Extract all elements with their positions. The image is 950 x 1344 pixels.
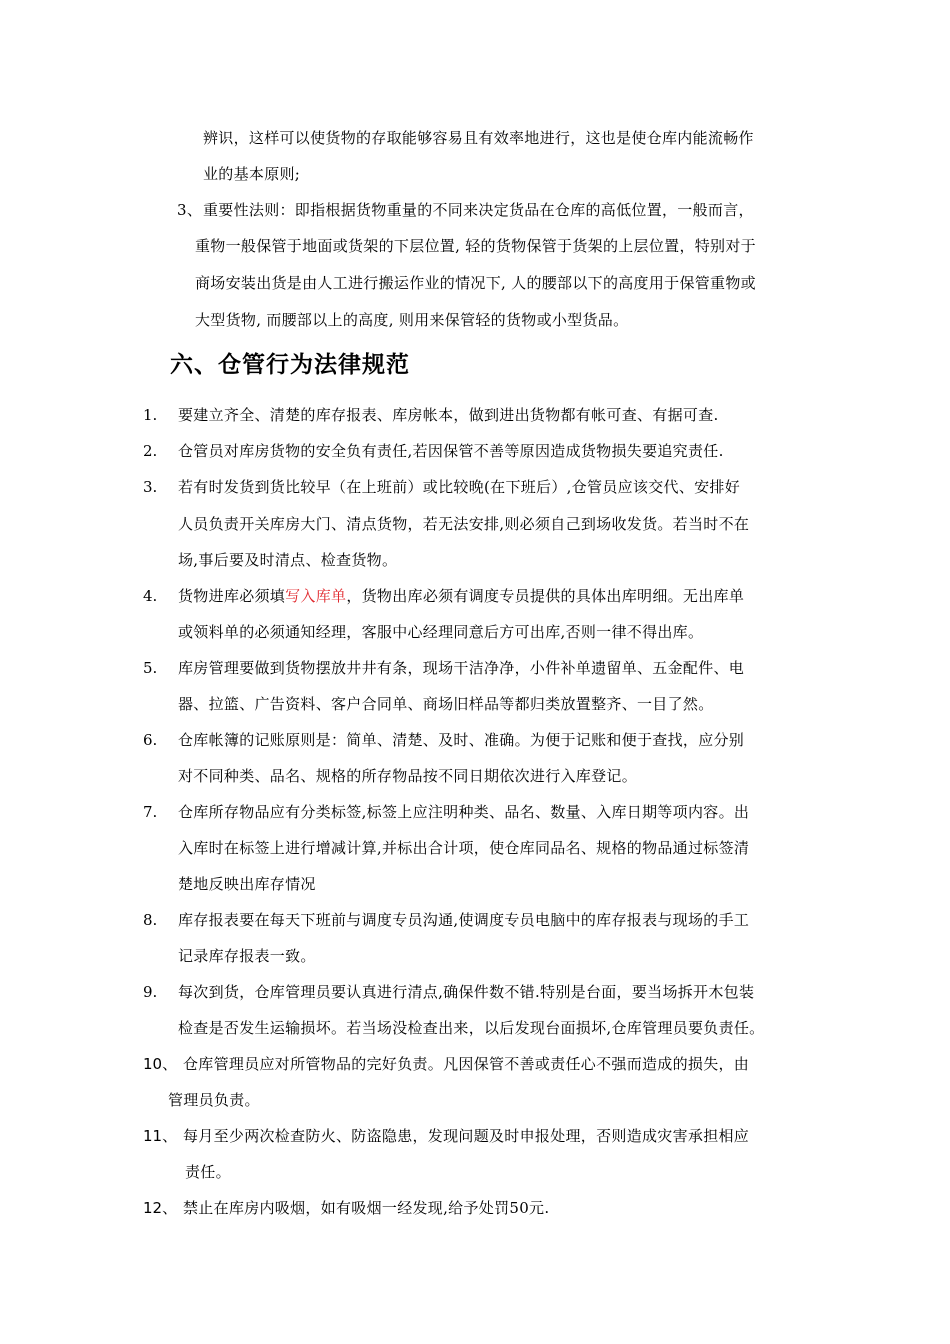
- intro-line-2: 业的基本原则;: [203, 165, 301, 183]
- item-12-line-1: 禁止在库房内吸烟，如有吸烟一经发现,给予处罚50元.: [183, 1199, 550, 1217]
- item-7-line-1: 仓库所存物品应有分类标签,标签上应注明种类、品名、数量、入库日期等项内容。出: [178, 803, 750, 821]
- item-7-number: 7.: [143, 803, 158, 821]
- item-4-highlighted-text: 写入库单: [285, 587, 347, 605]
- item-2-number: 2.: [143, 442, 158, 460]
- item-8-number: 8.: [143, 911, 158, 929]
- item-1-line-1: 要建立齐全、清楚的库存报表、库房帐本，做到进出货物都有帐可查、有据可查.: [178, 406, 719, 424]
- rule3-line-1: 重要性法则：即指根据货物重量的不同来决定货品在仓库的高低位置，一般而言，: [203, 201, 754, 219]
- item-1-number: 1.: [143, 406, 158, 424]
- rule3-line-3: 商场安装出货是由人工进行搬运作业的情况下, 人的腰部以下的高度用于保管重物或: [195, 274, 756, 292]
- section-title: 六、仓管行为法律规范: [170, 352, 410, 378]
- item-6-line-1: 仓库帐簿的记账原则是：简单、清楚、及时、准确。为便于记账和便于查找，应分别: [178, 731, 745, 749]
- item-5-number: 5.: [143, 659, 158, 677]
- item-5-line-2: 器、拉篮、广告资料、客户合同单、商场旧样品等都归类放置整齐、一目了然。: [178, 695, 714, 713]
- item-4-text-post: ，货物出库必须有调度专员提供的具体出库明细。无出库单: [346, 587, 745, 605]
- item-6-number: 6.: [143, 731, 158, 749]
- item-9-line-2: 检查是否发生运输损坏。若当场没检查出来，以后发现台面损坏,仓库管理员要负责任。: [178, 1019, 765, 1037]
- item-4-text-pre: 货物进库必须填: [178, 587, 286, 605]
- item-9-number: 9.: [143, 983, 158, 1001]
- item-7-line-3: 楚地反映出库存情况: [178, 875, 316, 893]
- item-11-line-2: 责任。: [185, 1163, 231, 1181]
- rule3-number: 3、: [177, 201, 203, 219]
- item-6-line-2: 对不同种类、品名、规格的所存物品按不同日期依次进行入库登记。: [178, 767, 638, 785]
- item-3-line-1: 若有时发货到货比较早（在上班前）或比较晚(在下班后）,仓管员应该交代、安排好: [178, 478, 741, 496]
- rule3-line-4: 大型货物, 而腰部以上的高度, 则用来保管轻的货物或小型货品。: [195, 311, 629, 329]
- intro-line-1: 辨识，这样可以使货物的存取能够容易且有效率地进行，这也是使仓库内能流畅作: [203, 129, 754, 147]
- item-7-line-2: 入库时在标签上进行增减计算,并标出合计项，使仓库同品名、规格的物品通过标签清: [178, 839, 750, 857]
- item-5-line-1: 库房管理要做到货物摆放井井有条，现场干洁净净，小件补单遗留单、五金配件、电: [178, 659, 745, 677]
- item-11-number: 11、: [143, 1127, 178, 1145]
- item-3-number: 3.: [143, 478, 158, 496]
- rule3-line-2: 重物一般保管于地面或货架的下层位置, 轻的货物保管于货架的上层位置，特别对于: [195, 237, 756, 255]
- item-8-line-1: 库存报表要在每天下班前与调度专员沟通,使调度专员电脑中的库存报表与现场的手工: [178, 911, 750, 929]
- item-11-line-1: 每月至少两次检查防火、防盗隐患，发现问题及时申报处理，否则造成灾害承担相应: [183, 1127, 750, 1145]
- item-4-number: 4.: [143, 587, 158, 605]
- item-3-line-3: 场,事后要及时清点、检查货物。: [178, 551, 398, 569]
- item-12-number: 12、: [143, 1199, 178, 1217]
- item-10-line-1: 仓库管理员应对所管物品的完好负责。凡因保管不善或责任心不强而造成的损失，由: [183, 1055, 750, 1073]
- item-4-line-1: [178, 586, 744, 606]
- item-8-line-2: 记录库存报表一致。: [178, 947, 316, 965]
- item-3-line-2: 人员负责开关库房大门、清点货物，若无法安排,则必须自己到场收发货。若当时不在: [178, 515, 750, 533]
- item-2-line-1: 仓管员对库房货物的安全负有责任,若因保管不善等原因造成货物损失要追究责任.: [178, 442, 724, 460]
- item-4-line-2: 或领料单的必须通知经理，客服中心经理同意后方可出库,否则一律不得出库。: [178, 623, 704, 641]
- item-10-line-2: 管理员负责。: [168, 1091, 260, 1109]
- item-9-line-1: 每次到货，仓库管理员要认真进行清点,确保件数不错.特别是台面，要当场拆开木包装: [178, 983, 755, 1001]
- item-10-number: 10、: [143, 1055, 178, 1073]
